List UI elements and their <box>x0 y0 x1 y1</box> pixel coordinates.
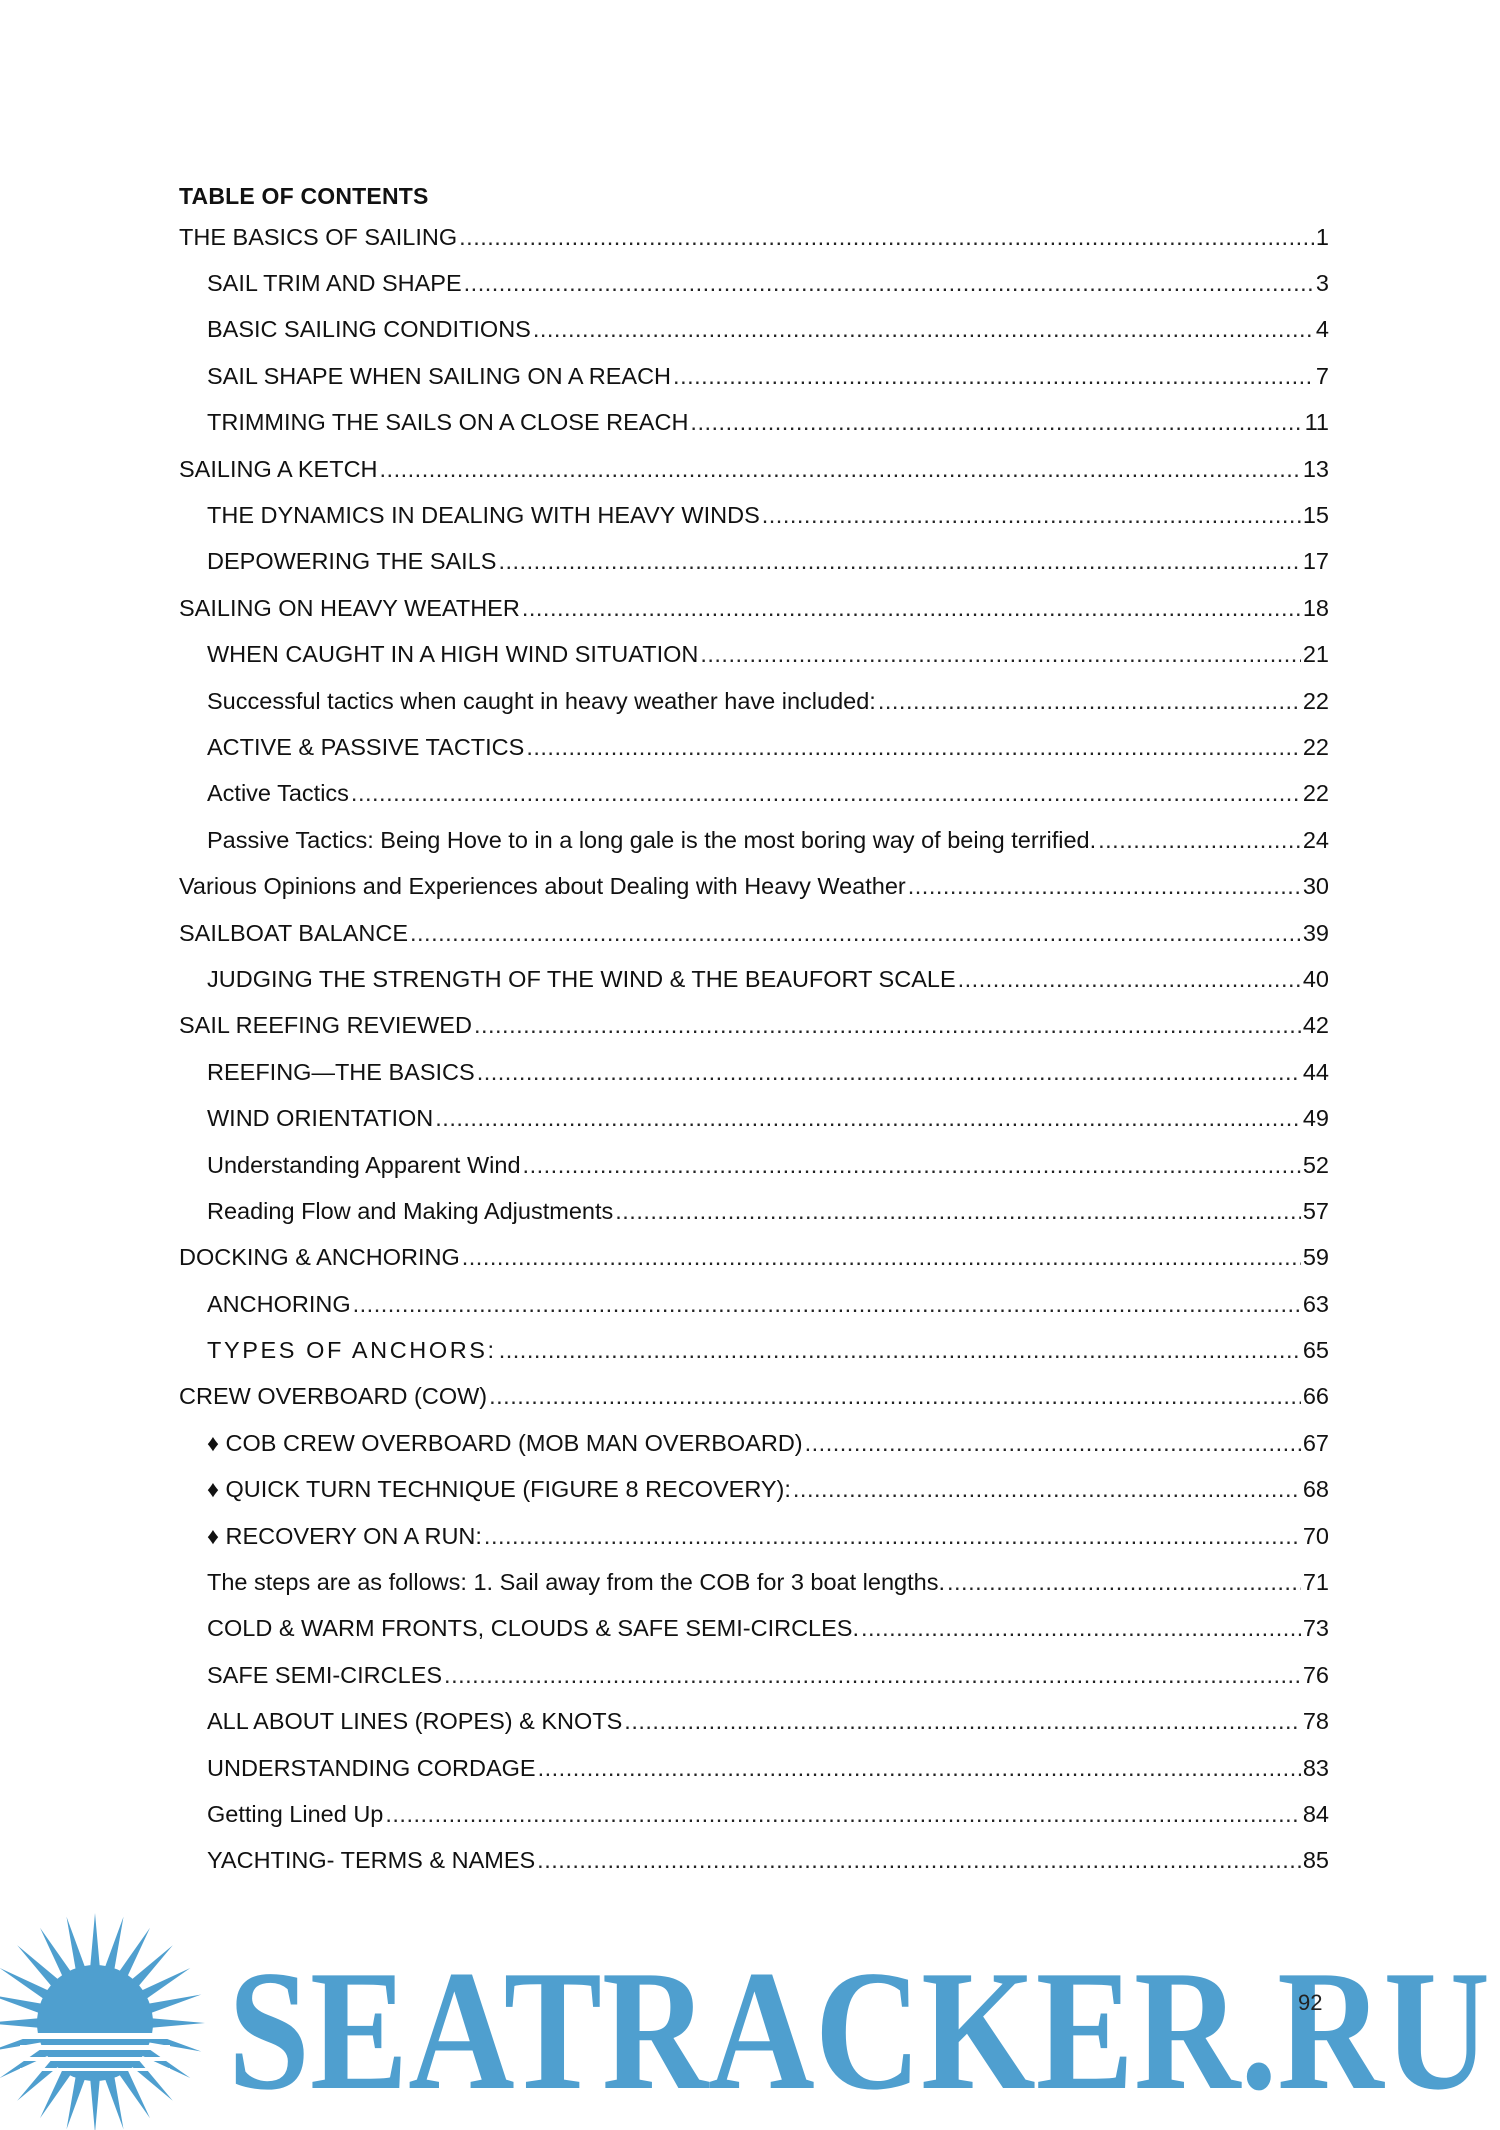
dot-leader <box>878 688 1301 715</box>
toc-entry[interactable] <box>179 910 1329 956</box>
dot-leader <box>489 1383 1301 1410</box>
toc-entry-page: 40 <box>1302 965 1329 992</box>
toc-entry-label: DEPOWERING THE SAILS <box>207 548 497 575</box>
toc-entry-page: 66 <box>1302 1383 1329 1410</box>
sun-ray <box>147 1995 202 2014</box>
sun-ray <box>0 1995 43 2014</box>
sun-wave-line <box>20 2068 170 2071</box>
toc-entry[interactable] <box>179 1281 1329 1327</box>
dot-leader <box>484 1523 1301 1550</box>
toc-entry-label: WHEN CAUGHT IN A HIGH WIND SITUATION <box>207 641 699 668</box>
toc-entry-page: 18 <box>1302 594 1329 621</box>
toc-entry-page: 22 <box>1302 687 1329 714</box>
toc-entry-label: TRIMMING THE SAILS ON A CLOSE REACH <box>207 409 689 436</box>
toc-entry-label: SAILING A KETCH <box>179 455 378 482</box>
toc-entry-page: 7 <box>1315 362 1329 389</box>
toc-entry-label: ♦ RECOVERY ON A RUN: <box>207 1522 482 1549</box>
sun-wave-line <box>20 2045 170 2050</box>
toc-entry-page: 39 <box>1302 919 1329 946</box>
table-of-contents <box>179 214 1329 1884</box>
watermark-text: SEATRACKER.RU <box>228 1936 1490 2126</box>
toc-entry-page: 22 <box>1302 733 1329 760</box>
dot-leader <box>477 1059 1301 1086</box>
toc-entry-label: ♦ QUICK TURN TECHNIQUE (FIGURE 8 RECOVERY): <box>207 1476 791 1503</box>
dot-leader <box>444 1662 1301 1689</box>
sun-ray <box>150 2018 205 2028</box>
toc-entry-label: THE DYNAMICS IN DEALING WITH HEAVY WINDS <box>207 502 760 529</box>
sun-logo <box>0 1913 205 2130</box>
toc-entry-page: 42 <box>1302 1012 1329 1039</box>
toc-entry[interactable] <box>179 446 1329 492</box>
toc-entry-page: 76 <box>1302 1661 1329 1688</box>
toc-entry-page: 30 <box>1302 873 1329 900</box>
toc-entry-label: JUDGING THE STRENGTH OF THE WIND & THE BEAUFORT SCALE <box>207 965 956 992</box>
dot-leader <box>673 363 1314 390</box>
toc-entry[interactable] <box>179 539 1329 585</box>
toc-entry-label: YACHTING- TERMS & NAMES <box>207 1847 536 1874</box>
toc-entry[interactable] <box>179 492 1329 538</box>
toc-entry-label: Getting Lined Up <box>207 1800 384 1827</box>
toc-entry-label: The steps are as follows: 1. Sail away from the COB for 3 boat lengths. <box>207 1569 945 1596</box>
dot-leader <box>947 1569 1301 1596</box>
toc-entry-page: 73 <box>1302 1615 1329 1642</box>
toc-title: TABLE OF CONTENTS <box>179 183 429 209</box>
dot-leader <box>522 595 1301 622</box>
toc-entry-page: 68 <box>1302 1476 1329 1503</box>
toc-entry[interactable] <box>179 1003 1329 1049</box>
toc-entry-page: 4 <box>1315 316 1329 343</box>
toc-entry-label: ♦ COB CREW OVERBOARD (MOB MAN OVERBOARD) <box>207 1429 803 1456</box>
toc-entry-label: BASIC SAILING CONDITIONS <box>207 316 531 343</box>
toc-entry[interactable] <box>179 585 1329 631</box>
dot-leader <box>700 641 1301 668</box>
toc-entry-label: REEFING—THE BASICS <box>207 1058 475 1085</box>
dot-leader <box>499 1337 1301 1364</box>
sun-wave-line <box>20 2033 170 2039</box>
toc-entry-page: 15 <box>1302 502 1329 529</box>
dot-leader <box>861 1615 1301 1642</box>
toc-entry[interactable] <box>179 817 1329 863</box>
toc-entry-page: 3 <box>1315 270 1329 297</box>
sun-ray <box>104 1917 123 1972</box>
toc-entry-page: 22 <box>1302 780 1329 807</box>
toc-entry-page: 24 <box>1302 826 1329 853</box>
toc-entry-page: 11 <box>1304 409 1329 436</box>
toc-entry-page: 65 <box>1302 1337 1329 1364</box>
dot-leader <box>380 456 1301 483</box>
dot-leader <box>762 502 1301 529</box>
toc-entry-label: Active Tactics <box>207 780 349 807</box>
toc-entry[interactable] <box>179 353 1329 399</box>
toc-entry[interactable] <box>179 1652 1329 1698</box>
toc-entry[interactable] <box>179 956 1329 1002</box>
toc-entry-label: THE BASICS OF SAILING <box>179 223 458 250</box>
dot-leader <box>958 966 1301 993</box>
toc-entry-page: 49 <box>1302 1105 1329 1132</box>
toc-entry-label: Understanding Apparent Wind <box>207 1151 521 1178</box>
toc-entry-label: WIND ORIENTATION <box>207 1105 434 1132</box>
toc-entry[interactable] <box>179 400 1329 446</box>
toc-entry[interactable] <box>179 1606 1329 1652</box>
sun-ray <box>104 2075 123 2130</box>
toc-entry-page: 67 <box>1302 1429 1329 1456</box>
toc-entry-page: 44 <box>1302 1058 1329 1085</box>
dot-leader <box>474 1012 1301 1039</box>
toc-entry-label: DOCKING & ANCHORING <box>179 1244 460 1271</box>
toc-entry-page: 59 <box>1302 1244 1329 1271</box>
dot-leader <box>526 734 1301 761</box>
toc-entry-page: 84 <box>1302 1800 1329 1827</box>
toc-entry-page: 78 <box>1302 1708 1329 1735</box>
toc-entry[interactable] <box>179 1374 1329 1420</box>
toc-entry-page: 52 <box>1302 1151 1329 1178</box>
toc-entry-label: SAIL TRIM AND SHAPE <box>207 270 462 297</box>
sun-ray <box>67 1917 86 1972</box>
toc-entry[interactable] <box>179 260 1329 306</box>
sun-wave-line <box>20 2057 170 2061</box>
toc-entry-label: TYPES OF ANCHORS: <box>207 1337 497 1364</box>
toc-entry-label: ANCHORING <box>207 1290 351 1317</box>
dot-leader <box>353 1291 1301 1318</box>
toc-entry[interactable] <box>179 771 1329 817</box>
toc-entry[interactable] <box>179 1420 1329 1466</box>
dot-leader <box>410 920 1301 947</box>
toc-entry-label: ALL ABOUT LINES (ROPES) & KNOTS <box>207 1708 623 1735</box>
toc-entry[interactable] <box>179 1467 1329 1513</box>
dot-leader <box>464 270 1314 297</box>
toc-entry-label: SAILING ON HEAVY WEATHER <box>179 594 520 621</box>
toc-entry-page: 57 <box>1302 1197 1329 1224</box>
toc-entry[interactable] <box>179 1188 1329 1234</box>
sun-ray <box>0 2018 40 2028</box>
toc-entry[interactable] <box>179 307 1329 353</box>
toc-entry[interactable] <box>179 632 1329 678</box>
toc-entry[interactable] <box>179 214 1329 260</box>
toc-entry[interactable] <box>179 1699 1329 1745</box>
dot-leader <box>533 316 1314 343</box>
toc-entry-label: ACTIVE & PASSIVE TACTICS <box>207 733 525 760</box>
toc-entry-label: SAFE SEMI-CIRCLES <box>207 1661 443 1688</box>
toc-entry[interactable] <box>179 1049 1329 1095</box>
toc-entry-label: CREW OVERBOARD (COW) <box>179 1383 488 1410</box>
toc-entry-page: 83 <box>1302 1754 1329 1781</box>
sun-ray <box>90 2078 100 2130</box>
toc-entry-page: 71 <box>1302 1569 1329 1596</box>
dot-leader <box>498 548 1300 575</box>
toc-entry-page: 70 <box>1302 1522 1329 1549</box>
toc-entry-page: 85 <box>1302 1847 1329 1874</box>
dot-leader <box>538 1755 1301 1782</box>
toc-entry-page: 21 <box>1302 641 1329 668</box>
toc-entry[interactable] <box>179 1745 1329 1791</box>
toc-entry-label: Passive Tactics: Being Hove to in a long gale is the most boring way of being terrified. <box>207 826 1097 853</box>
toc-entry[interactable] <box>179 1327 1329 1373</box>
dot-leader <box>459 224 1314 251</box>
page-number: 92 <box>1298 1990 1323 2015</box>
dot-leader <box>624 1708 1301 1735</box>
dot-leader <box>805 1430 1301 1457</box>
toc-entry-label: SAIL SHAPE WHEN SAILING ON A REACH <box>207 362 672 389</box>
toc-entry[interactable] <box>179 1235 1329 1281</box>
dot-leader <box>385 1801 1300 1828</box>
toc-entry-label: UNDERSTANDING CORDAGE <box>207 1754 536 1781</box>
dot-leader <box>793 1476 1301 1503</box>
sun-ray <box>90 1913 100 1968</box>
toc-entry[interactable] <box>179 1095 1329 1141</box>
dot-leader <box>435 1105 1301 1132</box>
dot-leader <box>351 780 1301 807</box>
dot-leader <box>462 1244 1301 1271</box>
toc-entry-label: COLD & WARM FRONTS, CLOUDS & SAFE SEMI-CIRCLES. <box>207 1615 859 1642</box>
toc-entry[interactable] <box>179 1513 1329 1559</box>
toc-entry-label: Various Opinions and Experiences about Dealing with Heavy Weather <box>179 873 906 900</box>
sun-disc <box>37 1965 153 2081</box>
toc-entry-page: 17 <box>1302 548 1329 575</box>
dot-leader <box>615 1198 1301 1225</box>
toc-entry-label: Reading Flow and Making Adjustments <box>207 1197 614 1224</box>
dot-leader <box>908 873 1301 900</box>
toc-entry[interactable] <box>179 1142 1329 1188</box>
toc-entry[interactable] <box>179 724 1329 770</box>
toc-entry-page: 13 <box>1302 455 1329 482</box>
dot-leader <box>1098 827 1301 854</box>
toc-entry-page: 1 <box>1315 223 1329 250</box>
sun-ray <box>67 2075 86 2130</box>
toc-entry-page: 63 <box>1302 1290 1329 1317</box>
seatracker-watermark <box>0 1905 1500 2130</box>
toc-entry[interactable] <box>179 863 1329 909</box>
dot-leader <box>537 1847 1301 1874</box>
toc-entry[interactable] <box>179 1838 1329 1884</box>
dot-leader <box>523 1152 1301 1179</box>
toc-entry[interactable] <box>179 1791 1329 1837</box>
toc-entry[interactable] <box>179 678 1329 724</box>
toc-entry-label: Successful tactics when caught in heavy weather have included: <box>207 687 876 714</box>
toc-entry-label: SAIL REEFING REVIEWED <box>179 1012 472 1039</box>
toc-entry[interactable] <box>179 1559 1329 1605</box>
toc-entry-label: SAILBOAT BALANCE <box>179 919 408 946</box>
dot-leader <box>690 409 1302 436</box>
